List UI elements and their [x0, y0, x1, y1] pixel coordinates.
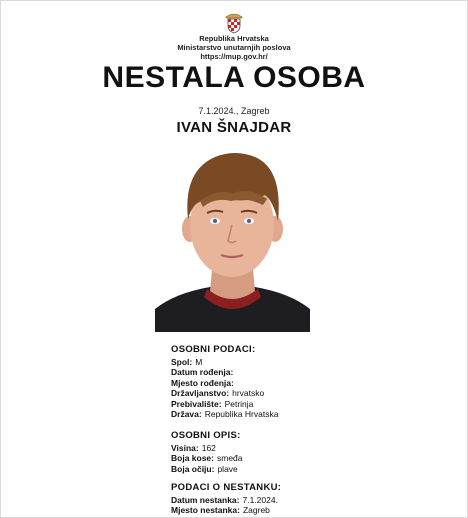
personal-row-birth-place [171, 378, 278, 389]
row-label: Boja očiju: [171, 463, 215, 474]
issuer-ministry: Ministarstvo unutarnjih poslova [177, 43, 291, 52]
row-label: Mjesto rođenja: [171, 377, 234, 388]
personal-row-citizenship [171, 388, 278, 399]
personal-row-country [171, 409, 278, 420]
row-label: Mjesto nestanka: [171, 505, 240, 515]
disappearance-section [171, 483, 281, 516]
issuer-website-link[interactable]: https://mup.gov.hr/ [200, 52, 268, 61]
coat-of-arms-icon [223, 10, 245, 34]
portrait-image [155, 141, 310, 332]
row-value: 162 [201, 442, 216, 453]
date-place: 7.1.2024., Zagreb [198, 106, 270, 116]
row-label: Boja kose: [171, 453, 214, 463]
person-photo [155, 141, 310, 332]
row-value: hrvatsko [232, 388, 265, 398]
row-value: plave [217, 463, 238, 474]
personal-row-sex [171, 357, 278, 368]
personal-row-residence [171, 399, 278, 410]
poster-title: NESTALA OSOBA [102, 61, 366, 94]
row-value: M [195, 356, 203, 367]
description-row-hair-color [171, 453, 243, 464]
personal-row-birth-date [171, 367, 278, 378]
row-label: Država: [171, 409, 202, 419]
row-label: Visina: [171, 442, 199, 453]
personal-data-heading: OSOBNI PODACI: [171, 344, 256, 355]
row-value: Zagreb [242, 505, 270, 515]
description-heading: OSOBNI OPIS: [171, 430, 241, 441]
row-value: 7.1.2024. [242, 494, 278, 505]
description-section [171, 431, 243, 474]
disappearance-row-date [171, 495, 281, 506]
personal-data-section [171, 345, 278, 420]
issuer-country: Republika Hrvatska [199, 34, 269, 43]
row-label: Prebivalište: [171, 398, 222, 409]
issuer-header [1, 10, 467, 61]
description-row-eye-color [171, 464, 243, 475]
description-row-height [171, 443, 243, 454]
row-value: smeđa [217, 453, 243, 463]
disappearance-heading: PODACI O NESTANKU: [171, 482, 282, 493]
row-label: Državljanstvo: [171, 388, 230, 398]
row-label: Datum rođenja: [171, 367, 234, 377]
person-name: IVAN ŠNAJDAR [176, 119, 292, 136]
disappearance-row-place [171, 505, 281, 516]
row-label: Datum nestanka: [171, 494, 240, 505]
row-label: Spol: [171, 356, 193, 367]
row-value: Republika Hrvatska [204, 409, 279, 419]
row-value: Petrinja [224, 398, 254, 409]
